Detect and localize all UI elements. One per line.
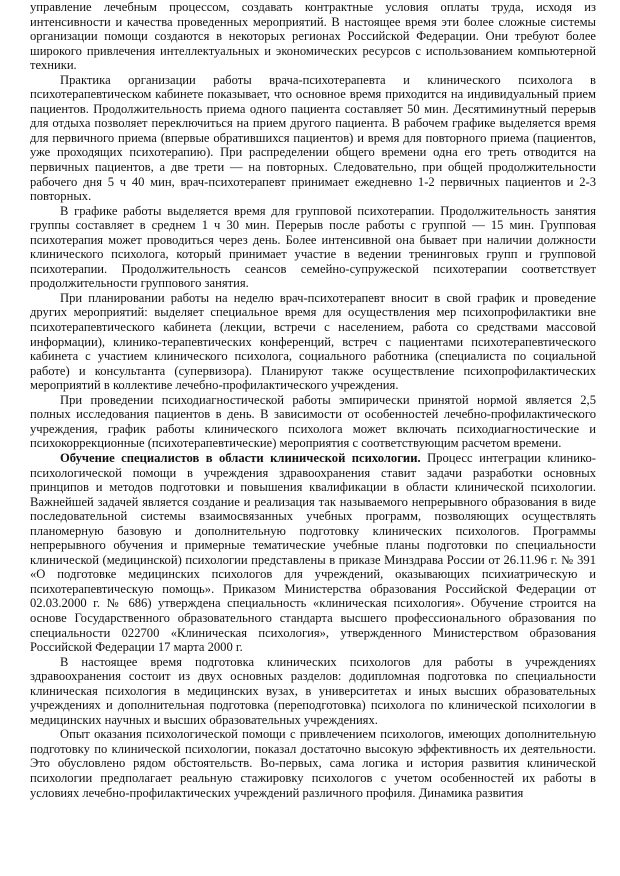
paragraph	[30, 451, 596, 655]
paragraph: Практика организации работы врача-психотерапевта и клинического психолога в психотерапевтическом кабинете показывает, что основное время приходится на индивидуальный прием пациентов. Продолжительность приема одного пациента составляет 50 мин. Десятиминутный перерыв для отдыха позволяет переключиться на прием другого пациента. В рабочем графике выделяется время для первичного приема (впервые обратившихся пациентов) и время для повторного приема (пациентов, уже проходящих психотерапию). При распределении общего времени одна его треть отводится на первичных пациентов, а две трети — на повторных. Следовательно, при общей продолжительности рабочего дня 5 ч 40 мин, врач-психотерапевт принимает ежедневно 1-2 первичных пациентов и 2-3 повторных.	[30, 72, 596, 204]
paragraph: В графике работы выделяется время для групповой психотерапии. Продолжительность занятия группы составляет в среднем 1 ч 30 мин. Перерыв после работы с группой — 15 мин. Групповая психотерапия может проводиться через день. Более интенсивной она бывает при наличии должности клинического психолога, который принимает участие в ведении тренинговых групп и групповой психотерапии. Продолжительность сеансов семейно-супружеской психотерапии соответствует продолжительности группового занятия.	[30, 203, 596, 291]
paragraph-text: Процесс интеграции клинико-психологической помощи в учреждения здравоохранения ставит задачи разработки основных принципов и методов подготовки и повышения квалификации в области клинической психологии. Важнейшей задачей является создание и реализация так называемого непрерывного образования в виде последовательной системы взаимосвязанных учебных программ, позволяющих осуществлять планомерную базовую и дополнительную подготовку клинических психологов. Программы непрерывного обучения и примерные тематические учебные планы подготовки по специальности клинической (медицинской) психологии представлены в приказе Минздрава России от 26.11.96 г. № 391 «О подготовке медицинских психологов для учреждений, оказывающих психиатрическую и психотерапевтическую помощь». Приказом Министерства образования Российской Федерации от 02.03.2000 г. № 686) утверждена специальность «клиническая психология». Обучение строится на основе Государственного образовательного стандарта высшего профессионального образования по специальности 022700 «Клиническая психология», утвержденного Министерством образования Российской Федерации 17 марта 2000 г.	[30, 450, 596, 655]
section-heading: Обучение специалистов в области клинической психологии.	[60, 450, 421, 465]
paragraph: В настоящее время подготовка клинических психологов для работы в учреждениях здравоохранения состоит из двух основных разделов: додипломная подготовка по специальности клиническая психология в медицинских вузах, в университетах и иных высших образовательных учреждениях и дополнительная подготовка (переподготовка) психолога по клинической психологии в медицинских научных и высших образовательных учреждениях.	[30, 654, 596, 727]
paragraph: управление лечебным процессом, создавать контрактные условия оплаты труда, исходя из интенсивности и качества проведенных мероприятий. В настоящее время эти более сложные системы организации помощи создаются в некоторых регионах Российской Федерации. Они требуют более широкого привлечения интеллектуальных и экономических ресурсов с использованием компьютерной техники.	[30, 0, 596, 73]
document-page	[30, 0, 596, 800]
paragraph: При проведении психодиагностической работы эмпирически принятой нормой является 2,5 полных исследования пациентов в день. В зависимости от особенностей лечебно-профилактического учреждения, график работы клинического психолога может включать психодиагностические и психокоррекционные (психотерапевтические) мероприятия с соответствующим расчетом времени.	[30, 392, 596, 451]
paragraph: Опыт оказания психологической помощи с привлечением психологов, имеющих дополнительную подготовку по клинической психологии, показал достаточно высокую эффективность их деятельности. Это обусловлено рядом обстоятельств. Во-первых, сама логика и история развития клинической психологии предполагает реальную стажировку психологов с учетом особенностей их работы в условиях лечебно-профилактических учреждений различного профиля. Динамика развития	[30, 727, 596, 800]
paragraph: При планировании работы на неделю врач-психотерапевт вносит в свой график и проведение других мероприятий: выделяет специальное время для осуществления мер психопрофилактики вне психотерапевтического кабинета (лекции, встречи с населением, работа со средствами массовой информации), клинико-терапевтических конференций, встреч с пациентами психотерапевтического кабинета с участием клинического психолога, социального работника (специалиста по социальной работе) и консультанта (супервизора). Планируют также осуществление психопрофилактических мероприятий в коллективе лечебно-профилактического учреждения.	[30, 290, 596, 393]
